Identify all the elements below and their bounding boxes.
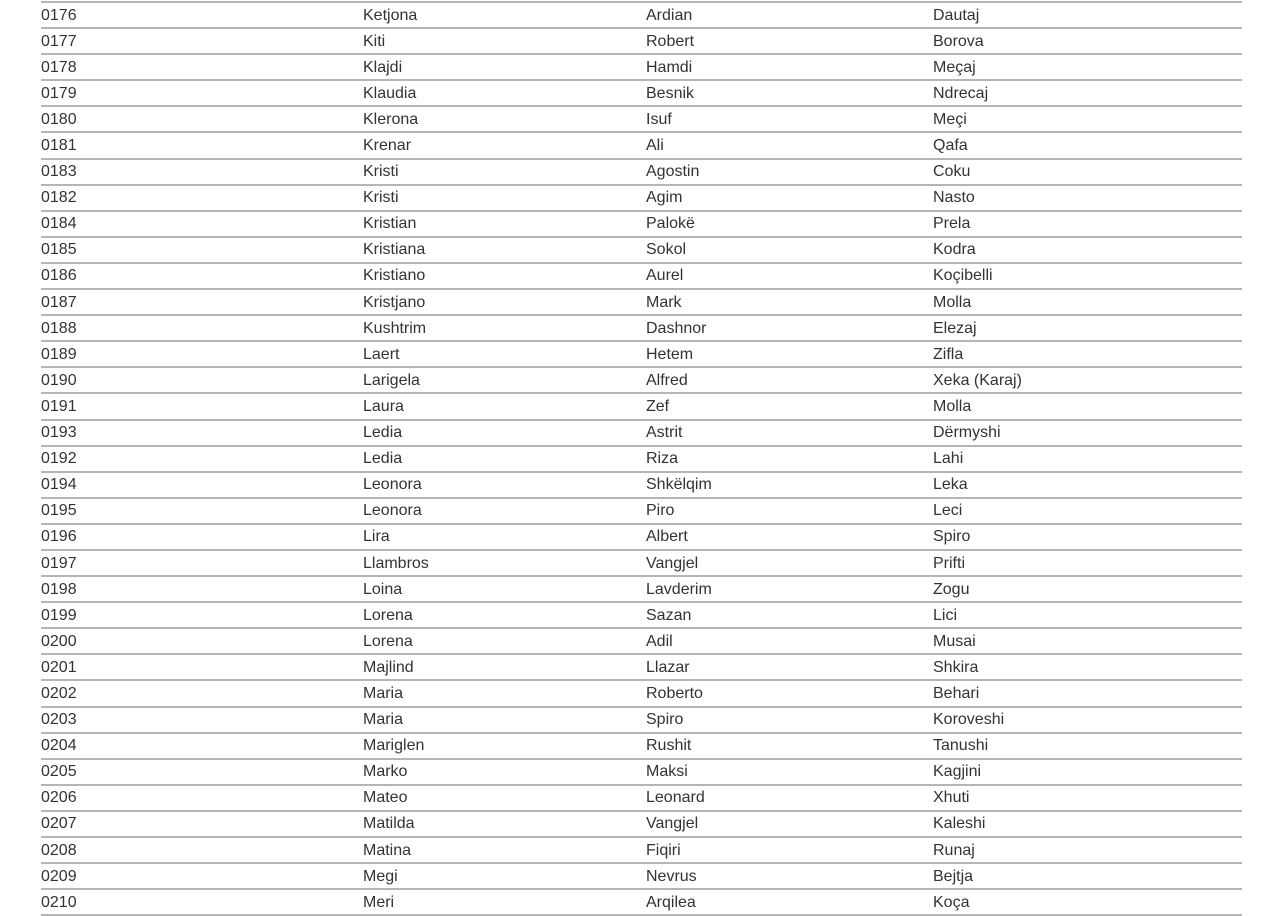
cell-id: 0204	[41, 737, 77, 755]
table-row	[41, 421, 1242, 447]
cell-father-name: Astrit	[646, 424, 683, 442]
cell-first-name: Matina	[363, 841, 412, 859]
table-row	[41, 473, 1242, 499]
cell-id: 0198	[41, 580, 77, 598]
cell-first-name: Kristjano	[363, 293, 426, 311]
cell-first-name: Kristian	[363, 215, 417, 233]
cell-first-name: Laura	[363, 397, 404, 415]
cell-father-name: Riza	[646, 450, 679, 468]
cell-last-name: Lici	[933, 606, 958, 624]
table-row	[41, 447, 1242, 473]
table-row	[41, 133, 1242, 159]
cell-father-name: Isuf	[646, 110, 672, 128]
cell-id: 0207	[41, 815, 77, 833]
cell-first-name: Kristiana	[363, 241, 426, 259]
cell-last-name: Runaj	[933, 841, 975, 859]
cell-last-name: Koçibelli	[933, 267, 993, 285]
table-row	[41, 655, 1242, 681]
cell-last-name: Spiro	[933, 528, 971, 546]
cell-father-name: Alfred	[646, 371, 688, 389]
table-row	[41, 55, 1242, 81]
table-row	[41, 160, 1242, 186]
cell-id: 0190	[41, 371, 77, 389]
cell-last-name: Nasto	[933, 189, 975, 207]
table-row	[41, 786, 1242, 812]
table-row	[41, 29, 1242, 55]
table-row	[41, 368, 1242, 394]
cell-id: 0179	[41, 84, 77, 102]
cell-last-name: Kaleshi	[933, 815, 986, 833]
cell-first-name: Leonora	[363, 476, 422, 494]
table-row	[41, 525, 1242, 551]
cell-last-name: Behari	[933, 684, 980, 702]
cell-father-name: Besnik	[646, 84, 695, 102]
cell-father-name: Ali	[646, 137, 664, 155]
cell-last-name: Meçi	[933, 110, 967, 128]
cell-id: 0181	[41, 137, 77, 155]
cell-first-name: Maria	[363, 711, 404, 729]
cell-father-name: Adil	[646, 632, 673, 650]
cell-id: 0183	[41, 163, 77, 181]
cell-father-name: Palokë	[646, 215, 695, 233]
cell-father-name: Shkëlqim	[646, 476, 712, 494]
cell-first-name: Leonora	[363, 502, 422, 520]
cell-first-name: Maria	[363, 684, 404, 702]
cell-id: 0189	[41, 345, 77, 363]
cell-last-name: Shkira	[933, 658, 979, 676]
table-row	[41, 890, 1242, 916]
cell-last-name: Zifla	[933, 345, 964, 363]
cell-last-name: Prifti	[933, 554, 965, 572]
cell-last-name: Meçaj	[933, 58, 976, 76]
cell-first-name: Lira	[363, 528, 390, 546]
cell-id: 0201	[41, 658, 77, 676]
table-row	[41, 708, 1242, 734]
cell-last-name: Musai	[933, 632, 976, 650]
cell-id: 0202	[41, 684, 77, 702]
cell-id: 0188	[41, 319, 77, 337]
cell-first-name: Ketjona	[363, 6, 418, 24]
cell-id: 0206	[41, 789, 77, 807]
cell-last-name: Dautaj	[933, 6, 980, 24]
cell-first-name: Larigela	[363, 371, 420, 389]
cell-first-name: Llambros	[363, 554, 429, 572]
table-row	[41, 603, 1242, 629]
table-row	[41, 107, 1242, 133]
table-row	[41, 238, 1242, 264]
cell-last-name: Elezaj	[933, 319, 977, 337]
cell-id: 0180	[41, 110, 77, 128]
cell-id: 0178	[41, 58, 77, 76]
table-row	[41, 3, 1242, 29]
cell-last-name: Tanushi	[933, 737, 989, 755]
cell-first-name: Ledia	[363, 450, 403, 468]
cell-last-name: Xhuti	[933, 789, 970, 807]
cell-last-name: Bejtja	[933, 867, 974, 885]
cell-first-name: Mateo	[363, 789, 408, 807]
cell-last-name: Leci	[933, 502, 963, 520]
table-row	[41, 212, 1242, 238]
cell-last-name: Xeka (Karaj)	[933, 371, 1022, 389]
cell-father-name: Hamdi	[646, 58, 693, 76]
cell-father-name: Vangjel	[646, 554, 699, 572]
cell-father-name: Roberto	[646, 684, 703, 702]
cell-first-name: Meri	[363, 893, 395, 911]
table-row	[41, 394, 1242, 420]
cell-last-name: Molla	[933, 397, 972, 415]
table-row	[41, 186, 1242, 212]
data-table	[41, 1, 1242, 916]
cell-father-name: Sazan	[646, 606, 692, 624]
table-row	[41, 577, 1242, 603]
cell-last-name: Kodra	[933, 241, 976, 259]
cell-id: 0194	[41, 476, 77, 494]
cell-first-name: Ledia	[363, 424, 403, 442]
cell-last-name: Ndrecaj	[933, 84, 989, 102]
cell-id: 0182	[41, 189, 77, 207]
cell-first-name: Kiti	[363, 32, 386, 50]
table-row	[41, 499, 1242, 525]
cell-father-name: Agim	[646, 189, 683, 207]
cell-id: 0205	[41, 763, 77, 781]
cell-last-name: Dërmyshi	[933, 424, 1001, 442]
cell-first-name: Klerona	[363, 110, 419, 128]
cell-first-name: Majlind	[363, 658, 414, 676]
table-row	[41, 629, 1242, 655]
cell-id: 0208	[41, 841, 77, 859]
cell-last-name: Koça	[933, 893, 970, 911]
cell-first-name: Mariglen	[363, 737, 425, 755]
table-row	[41, 81, 1242, 107]
cell-first-name: Megi	[363, 867, 398, 885]
cell-id: 0193	[41, 424, 77, 442]
table-row	[41, 838, 1242, 864]
cell-father-name: Rushit	[646, 737, 692, 755]
cell-id: 0177	[41, 32, 77, 50]
cell-father-name: Hetem	[646, 345, 694, 363]
cell-father-name: Arqilea	[646, 893, 696, 911]
cell-last-name: Kagjini	[933, 763, 982, 781]
cell-id: 0196	[41, 528, 77, 546]
cell-id: 0200	[41, 632, 77, 650]
cell-first-name: Lorena	[363, 632, 413, 650]
cell-first-name: Klaudia	[363, 84, 417, 102]
table-row	[41, 760, 1242, 786]
cell-father-name: Llazar	[646, 658, 690, 676]
cell-father-name: Dashnor	[646, 319, 707, 337]
cell-last-name: Zogu	[933, 580, 970, 598]
table-row	[41, 864, 1242, 890]
cell-first-name: Klajdi	[363, 58, 403, 76]
cell-last-name: Borova	[933, 32, 984, 50]
table-row	[41, 551, 1242, 577]
cell-father-name: Lavderim	[646, 580, 712, 598]
cell-id: 0210	[41, 893, 77, 911]
cell-last-name: Leka	[933, 476, 968, 494]
table-row	[41, 290, 1242, 316]
cell-id: 0199	[41, 606, 77, 624]
cell-id: 0185	[41, 241, 77, 259]
cell-first-name: Kristiano	[363, 267, 426, 285]
cell-id: 0176	[41, 6, 77, 24]
cell-id: 0192	[41, 450, 77, 468]
cell-father-name: Nevrus	[646, 867, 697, 885]
cell-id: 0186	[41, 267, 77, 285]
cell-father-name: Sokol	[646, 241, 687, 259]
cell-father-name: Piro	[646, 502, 675, 520]
cell-last-name: Koroveshi	[933, 711, 1005, 729]
cell-id: 0209	[41, 867, 77, 885]
cell-last-name: Molla	[933, 293, 972, 311]
table-row	[41, 316, 1242, 342]
cell-father-name: Albert	[646, 528, 688, 546]
cell-father-name: Robert	[646, 32, 695, 50]
table-row	[41, 264, 1242, 290]
cell-id: 0187	[41, 293, 77, 311]
cell-first-name: Matilda	[363, 815, 415, 833]
cell-first-name: Krenar	[363, 137, 412, 155]
cell-first-name: Kristi	[363, 163, 399, 181]
cell-first-name: Kushtrim	[363, 319, 427, 337]
table-row	[41, 812, 1242, 838]
cell-first-name: Loina	[363, 580, 403, 598]
cell-id: 0191	[41, 397, 77, 415]
cell-father-name: Aurel	[646, 267, 684, 285]
cell-first-name: Lorena	[363, 606, 413, 624]
table-row	[41, 734, 1242, 760]
cell-father-name: Vangjel	[646, 815, 699, 833]
table-row	[41, 342, 1242, 368]
cell-father-name: Spiro	[646, 711, 684, 729]
cell-father-name: Zef	[646, 397, 670, 415]
cell-id: 0197	[41, 554, 77, 572]
cell-father-name: Fiqiri	[646, 841, 681, 859]
table-row	[41, 681, 1242, 707]
cell-father-name: Agostin	[646, 163, 700, 181]
cell-first-name: Marko	[363, 763, 408, 781]
cell-first-name: Laert	[363, 345, 400, 363]
cell-id: 0184	[41, 215, 77, 233]
cell-first-name: Kristi	[363, 189, 399, 207]
cell-last-name: Coku	[933, 163, 971, 181]
cell-last-name: Qafa	[933, 137, 968, 155]
cell-last-name: Lahi	[933, 450, 964, 468]
table-body	[41, 3, 1242, 916]
cell-father-name: Ardian	[646, 6, 693, 24]
cell-father-name: Maksi	[646, 763, 688, 781]
cell-last-name: Prela	[933, 215, 971, 233]
cell-father-name: Leonard	[646, 789, 705, 807]
cell-id: 0195	[41, 502, 77, 520]
cell-id: 0203	[41, 711, 77, 729]
cell-father-name: Mark	[646, 293, 682, 311]
